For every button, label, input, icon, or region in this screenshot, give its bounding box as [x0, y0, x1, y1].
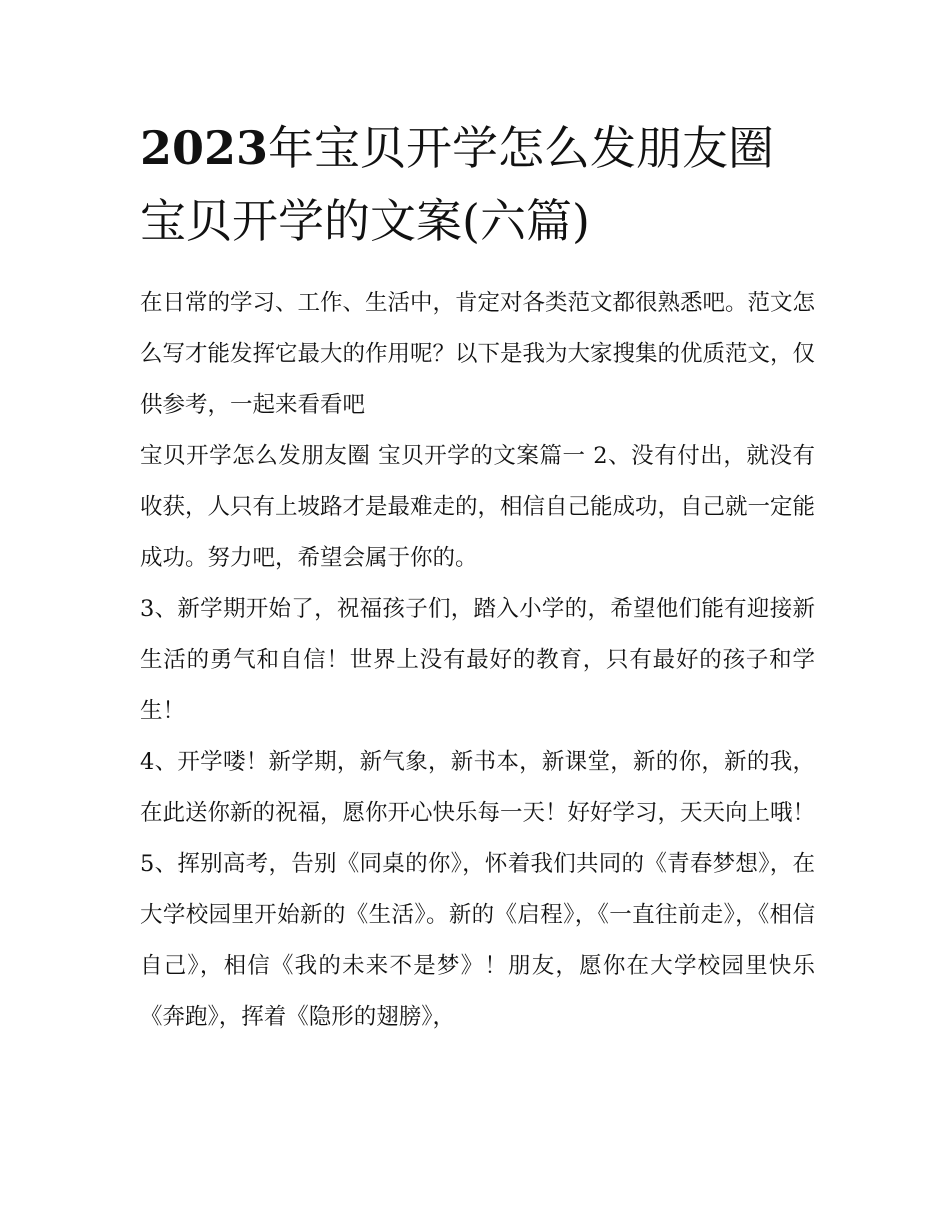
title-text: 年宝贝开学怎么发朋友圈宝贝开学的文案(六篇) [140, 121, 775, 248]
intro-paragraph: 在日常的学习、工作、生活中，肯定对各类范文都很熟悉吧。范文怎么写才能发挥它最大的作用呢？以下是我为大家搜集的优质范文，仅供参考，一起来看看吧 [140, 290, 816, 418]
paragraph-item-3: 3、新学期开始了，祝福孩子们，踏入小学的，希望他们能有迎接新生活的勇气和自信！世界上没有最好的教育，只有最好的孩子和学生！ [140, 596, 815, 724]
paragraph-item-4: 4、开学喽！新学期，新气象，新书本，新课堂，新的你，新的我，在此送你新的祝福，愿你开心快乐每一天！好好学习，天天向上哦！ [140, 749, 816, 826]
document-title [140, 112, 820, 258]
document-body [140, 278, 815, 1043]
paragraph-item-2: 宝贝开学怎么发朋友圈 宝贝开学的文案篇一 2、没有付出，就没有收获，人只有上坡路才是最难走的，相信自己能成功，自己就一定能成功。努力吧，希望会属于你的。 [140, 443, 816, 571]
title-year: 2023 [140, 121, 269, 175]
paragraph-item-5: 5、挥别高考，告别《同桌的你》，怀着我们共同的《青春梦想》，在大学校园里开始新的《生活》。新的《启程》，《一直往前走》，《相信自己》，相信《我的未来不是梦》！朋友，愿你在大学校园里快乐《奔跑》，挥着《隐形的翅膀》， [140, 851, 815, 1030]
